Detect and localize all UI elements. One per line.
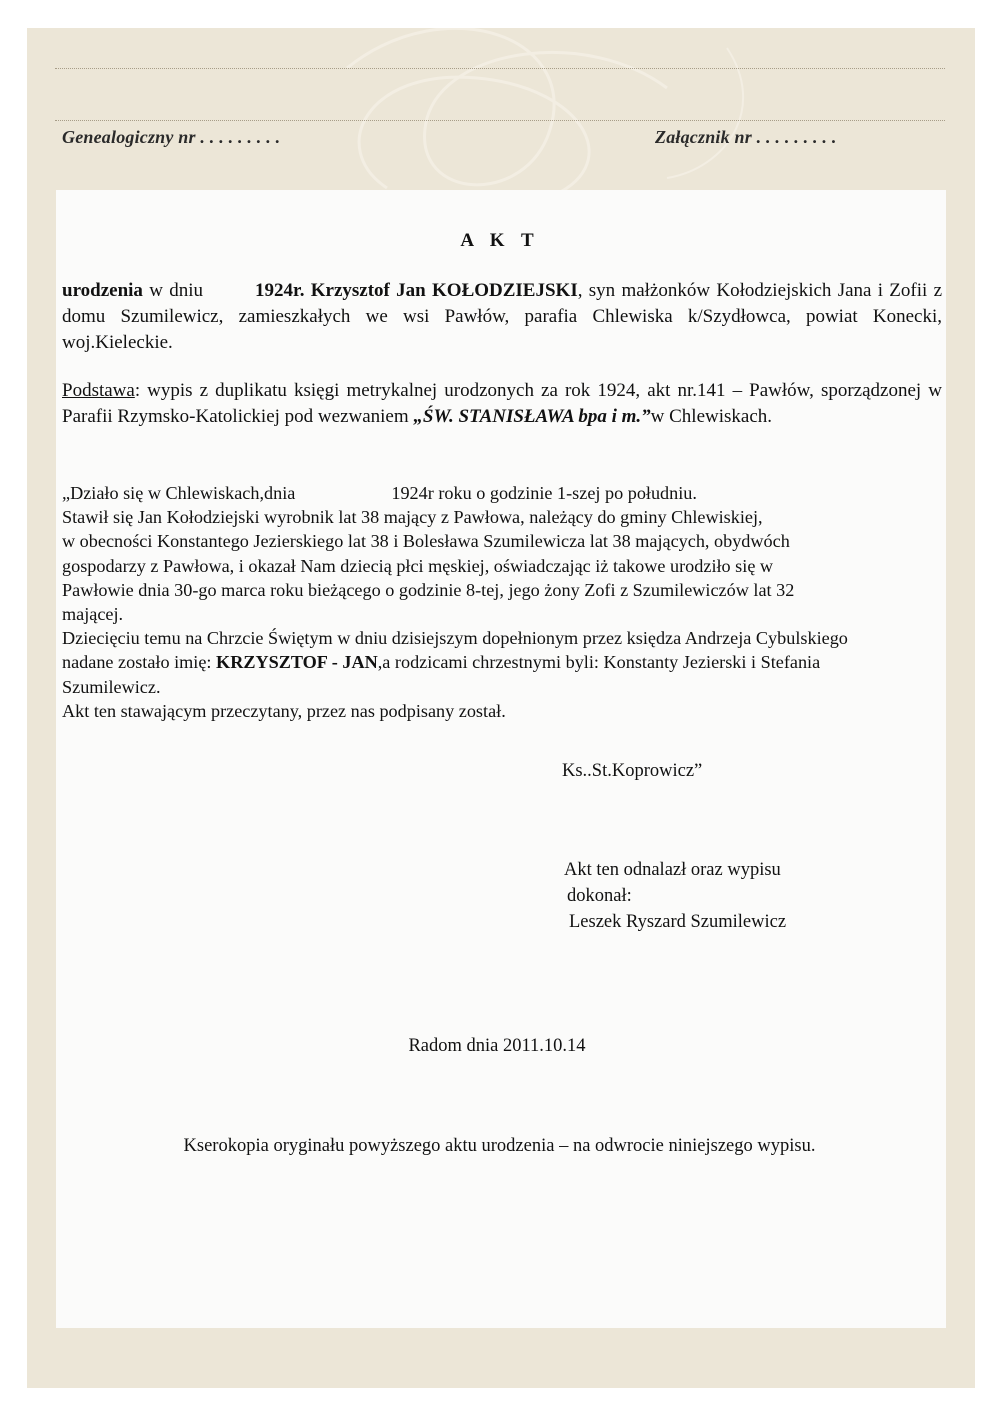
finder-name: Leszek Ryszard Szumilewicz: [569, 912, 787, 932]
document-body: [56, 190, 946, 1328]
finder-note: Akt ten odnalazł oraz wypisu dokonał: Leszek Ryszard Szumilewicz: [564, 857, 786, 935]
genealogical-number: Genealogiczny nr . . . . . . . . .: [62, 127, 281, 147]
birth-record-paragraph: urodzenia w dniu 1924r. Krzysztof Jan KOŁODZIEJSKI, syn małżonków Kołodziejskich Jana i Zofii z domu Szumilewicz, zamieszkałych we wsi Pawłów, parafia Chlewiska k/Szydłowca, powiat Konecki, woj.Kieleckie.: [62, 280, 943, 353]
attachment-number: Załącznik nr . . . . . . . . .: [655, 127, 837, 147]
basis-paragraph: Podstawa: wypis z duplikatu księgi metrykalnej urodzonych za rok 1924, akt nr.141 – Pawłów, sporządzonej w Parafii Rzymsko-Katolickiej pod wezwaniem „ŚW. STANISŁAWA bpa i m.”w Chlewiskach.: [62, 380, 942, 427]
document-title: A K T: [460, 230, 540, 251]
child-name: Krzysztof Jan KOŁODZIEJSKI: [304, 280, 578, 301]
record-quote: „Działo się w Chlewiskach,dnia 1924r roku o godzinie 1-szej po południu. Stawił się Jan Kołodziejski wyrobnik lat 38 mający z Pawłowa, należący do gminy Chlewiskiej, w obecności Konstantego Jezierskiego lat 38 i Bolesława Szumilewicza lat 38 mających, obydwóch gospodarzy z Pawłowa, i okazał Nam dziecią płci męskiej, oświadczając iż takowe urodziło się w Pawłowie dnia 30-go marca roku bieżącego o godzinie 8-tej, jego żony Zofi z Szumilewiczów lat 32 mającej. Dziecięciu temu na Chrzcie Świętym w dniu dzisiejszym dopełnionym przez księdza Andrzeja Cybulskiego nadane zostało imię: KRZYSZTOF - JAN,a rodzicami chrzestnymi byli: Konstanty Jezierski i Stefania Szumilewicz. Akt ten stawającym przeczytany, przez nas podpisany został.: [62, 483, 848, 721]
basis-label: Podstawa: [62, 380, 135, 401]
parish-name: „ŚW. STANISŁAWA bpa i m.”: [413, 406, 651, 427]
top-dotted-rule: [55, 68, 945, 69]
second-dotted-rule: [55, 120, 945, 121]
record-type: urodzenia: [62, 280, 143, 301]
priest-signature: Ks..St.Koprowicz”: [562, 761, 703, 781]
place-date: Radom dnia 2011.10.14: [408, 1036, 586, 1056]
given-names: KRZYSZTOF - JAN: [216, 652, 378, 673]
footer-note: Kserokopia oryginału powyższego aktu urodzenia – na odwrocie niniejszego wypisu.: [183, 1136, 816, 1156]
birth-year: 1924r.: [255, 280, 305, 301]
